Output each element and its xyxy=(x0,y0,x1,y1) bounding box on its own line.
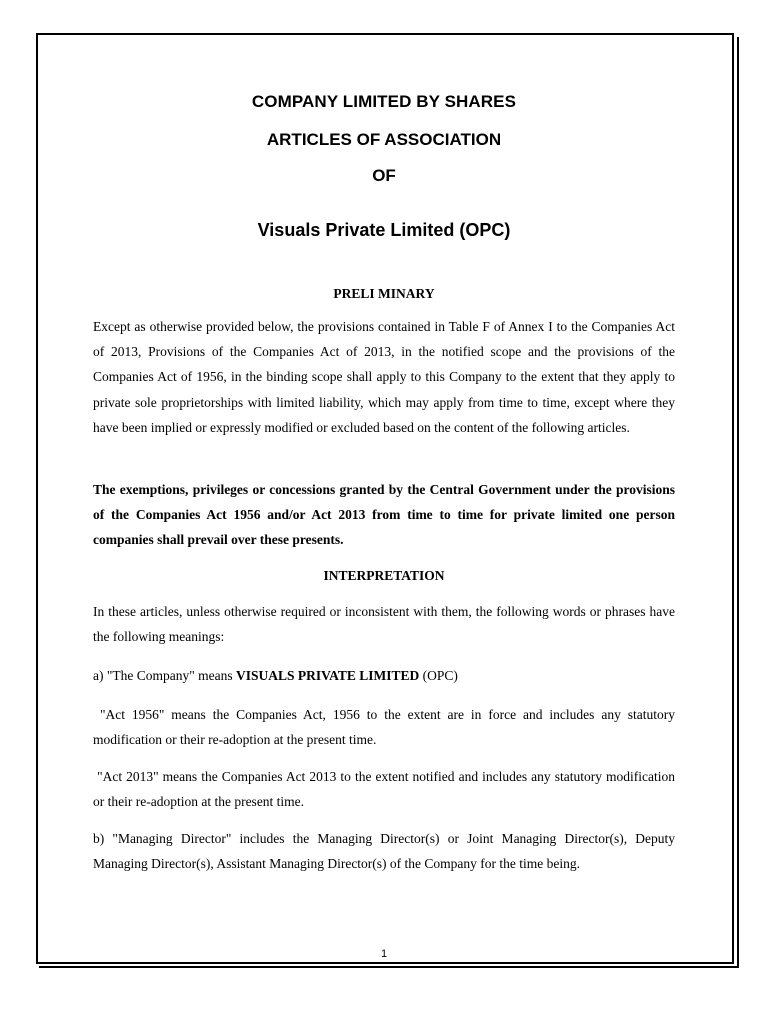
title-line-1: COMPANY LIMITED BY SHARES xyxy=(251,92,517,111)
page-number: 1 xyxy=(380,948,388,960)
definition-company-prefix: a) "The Company" means xyxy=(93,668,236,683)
interpretation-intro: In these articles, unless otherwise required or inconsistent with them, the following words or phrases have the following meanings: xyxy=(93,604,675,645)
exemptions-paragraph: The exemptions, privileges or concessions granted by the Central Government under the provisions of the Companies Act 1956 and/or Act 2013 from time to time for private limited one person companies shall prevail over these presents. xyxy=(93,482,675,548)
definition-managing-director: b) "Managing Director" includes the Managing Director(s) or Joint Managing Director(s), Deputy Managing Director(s), Assistant Managing Director(s) of the Company for the time being. xyxy=(93,831,675,872)
company-name-title: Visuals Private Limited (OPC) xyxy=(257,220,511,240)
company-name: VISUALS PRIVATE LIMITED xyxy=(235,668,420,683)
page-border-shadow-bottom xyxy=(39,966,739,968)
interpretation-heading: INTERPRETATION xyxy=(323,568,445,583)
title-line-2: ARTICLES OF ASSOCIATION xyxy=(266,130,502,149)
definition-act-1956: "Act 1956" means the Companies Act, 1956 to the extent are in force and includes any statutory modification or their re-adoption at the present time. xyxy=(93,707,679,748)
definition-company-suffix: (OPC) xyxy=(419,668,458,683)
title-line-3: OF xyxy=(372,166,396,185)
definition-act-2013: "Act 2013" means the Companies Act 2013 to the extent notified and includes any statutory modification or their re-adoption at the present time. xyxy=(93,769,679,810)
preliminary-paragraph: Except as otherwise provided below, the provisions contained in Table F of Annex I to the Companies Act of 2013, Provisions of the Companies Act of 2013, in the notified scope and the provisions of the Companies Act of 1956, in the binding scope shall apply to this Company to the extent that they apply to private sole proprietorships with limited liability, which may apply from time to time, except where they have been implied or expressly modified or excluded based on the content of the following articles. xyxy=(93,319,675,435)
definition-company xyxy=(93,663,675,688)
preliminary-heading: PRELI MINARY xyxy=(333,286,435,301)
